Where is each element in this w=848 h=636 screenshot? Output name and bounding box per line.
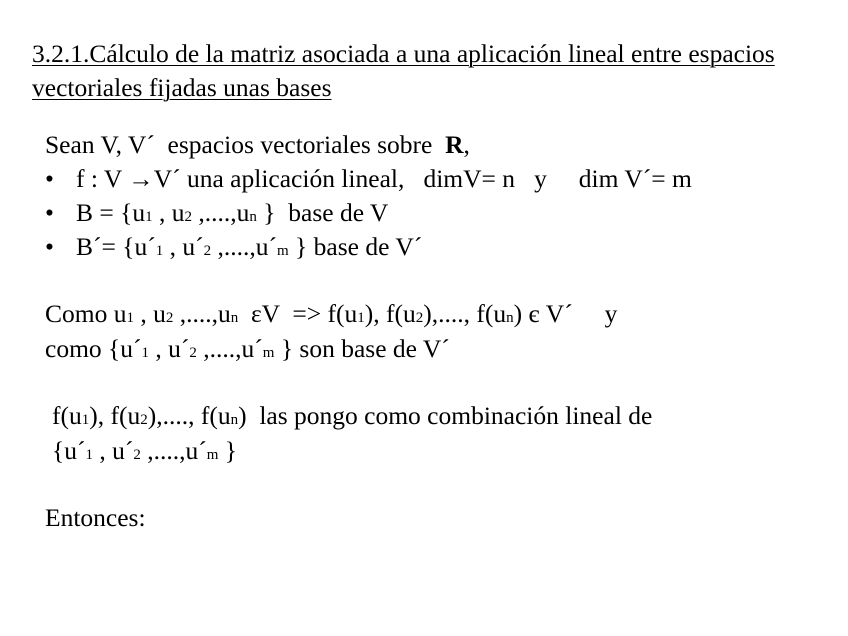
subscript: 2 (203, 243, 212, 259)
combination-line-1 (52, 401, 652, 435)
subscript: 1 (85, 447, 93, 463)
bullet-item-basis-b (45, 198, 388, 232)
bullet-item-basis-b-prime (45, 232, 422, 266)
text: f(u (52, 401, 82, 430)
bullet-text: V´ una aplicación lineal, dimV= n y dim V´= m (153, 164, 692, 193)
subscript: 2 (133, 447, 141, 463)
slide-title: 3.2.1.Cálculo de la matriz asociada a una aplicación lineal entre espacios vectoriales fijadas unas bases (32, 39, 775, 102)
text: } (218, 436, 238, 465)
text: ) є V´ y (513, 299, 618, 328)
text: ),...., f(u (423, 299, 507, 328)
text: {u´ (52, 436, 86, 465)
subscript: 1 (145, 209, 153, 225)
como-line-1 (45, 299, 617, 333)
bullet-text: ,....,u´ (211, 232, 277, 261)
field-symbol: R (445, 130, 464, 159)
subscript: 1 (141, 345, 150, 361)
bullet-marker: • (45, 232, 54, 261)
subscript: 1 (357, 310, 365, 326)
subscript: 2 (140, 412, 148, 428)
subscript: m (277, 243, 289, 259)
bullet-text: ,....,u (192, 198, 250, 227)
subscript: n (249, 209, 257, 225)
text: ,....,u´ (140, 436, 207, 465)
subscript: 2 (189, 345, 197, 361)
bullet-text: } base de V´ (288, 232, 423, 261)
text: ,....,u´ (196, 334, 263, 363)
text: , u´ (92, 436, 134, 465)
text: ),...., f(u (147, 401, 231, 430)
subscript: 2 (184, 209, 193, 225)
bullet-text: f : V (76, 164, 129, 193)
subscript: n (230, 310, 239, 326)
subscript: n (506, 310, 514, 326)
bullet-text: B = {u (76, 198, 146, 227)
bullet-text: } base de V (256, 198, 389, 227)
text: εV => f(u (238, 299, 358, 328)
text: , u (133, 299, 166, 328)
subscript: 1 (81, 412, 90, 428)
como-line-2 (45, 334, 450, 368)
text: ), f(u (89, 401, 141, 430)
text: ), f(u (364, 299, 416, 328)
subscript: m (262, 345, 275, 361)
entonces-line: Entonces: (45, 503, 146, 532)
text: ) las pongo como combinación lineal de (238, 401, 653, 430)
bullet-text: , u (152, 198, 185, 227)
text: , u´ (149, 334, 190, 363)
intro-text: Sean V, V´ espacios vectoriales sobre (45, 130, 446, 159)
subscript: n (230, 412, 239, 428)
text: } son base de V´ (274, 334, 450, 363)
text: Como u (45, 299, 127, 328)
text: como {u´ (45, 334, 142, 363)
subscript: 1 (155, 243, 164, 259)
bullet-text: B´= {u´ (76, 232, 156, 261)
subscript: 2 (415, 310, 424, 326)
bullet-marker: • (45, 164, 54, 193)
bullet-text: , u´ (163, 232, 204, 261)
intro-comma: , (463, 130, 470, 159)
intro-line (45, 130, 470, 160)
right-arrow-icon: → (128, 164, 154, 193)
bullet-marker: • (45, 198, 54, 227)
subscript: m (206, 447, 219, 463)
combination-line-2 (52, 436, 237, 470)
text: ,....,u (173, 299, 231, 328)
subscript: 1 (126, 310, 134, 326)
subscript: 2 (165, 310, 174, 326)
bullet-item-function (45, 164, 692, 194)
